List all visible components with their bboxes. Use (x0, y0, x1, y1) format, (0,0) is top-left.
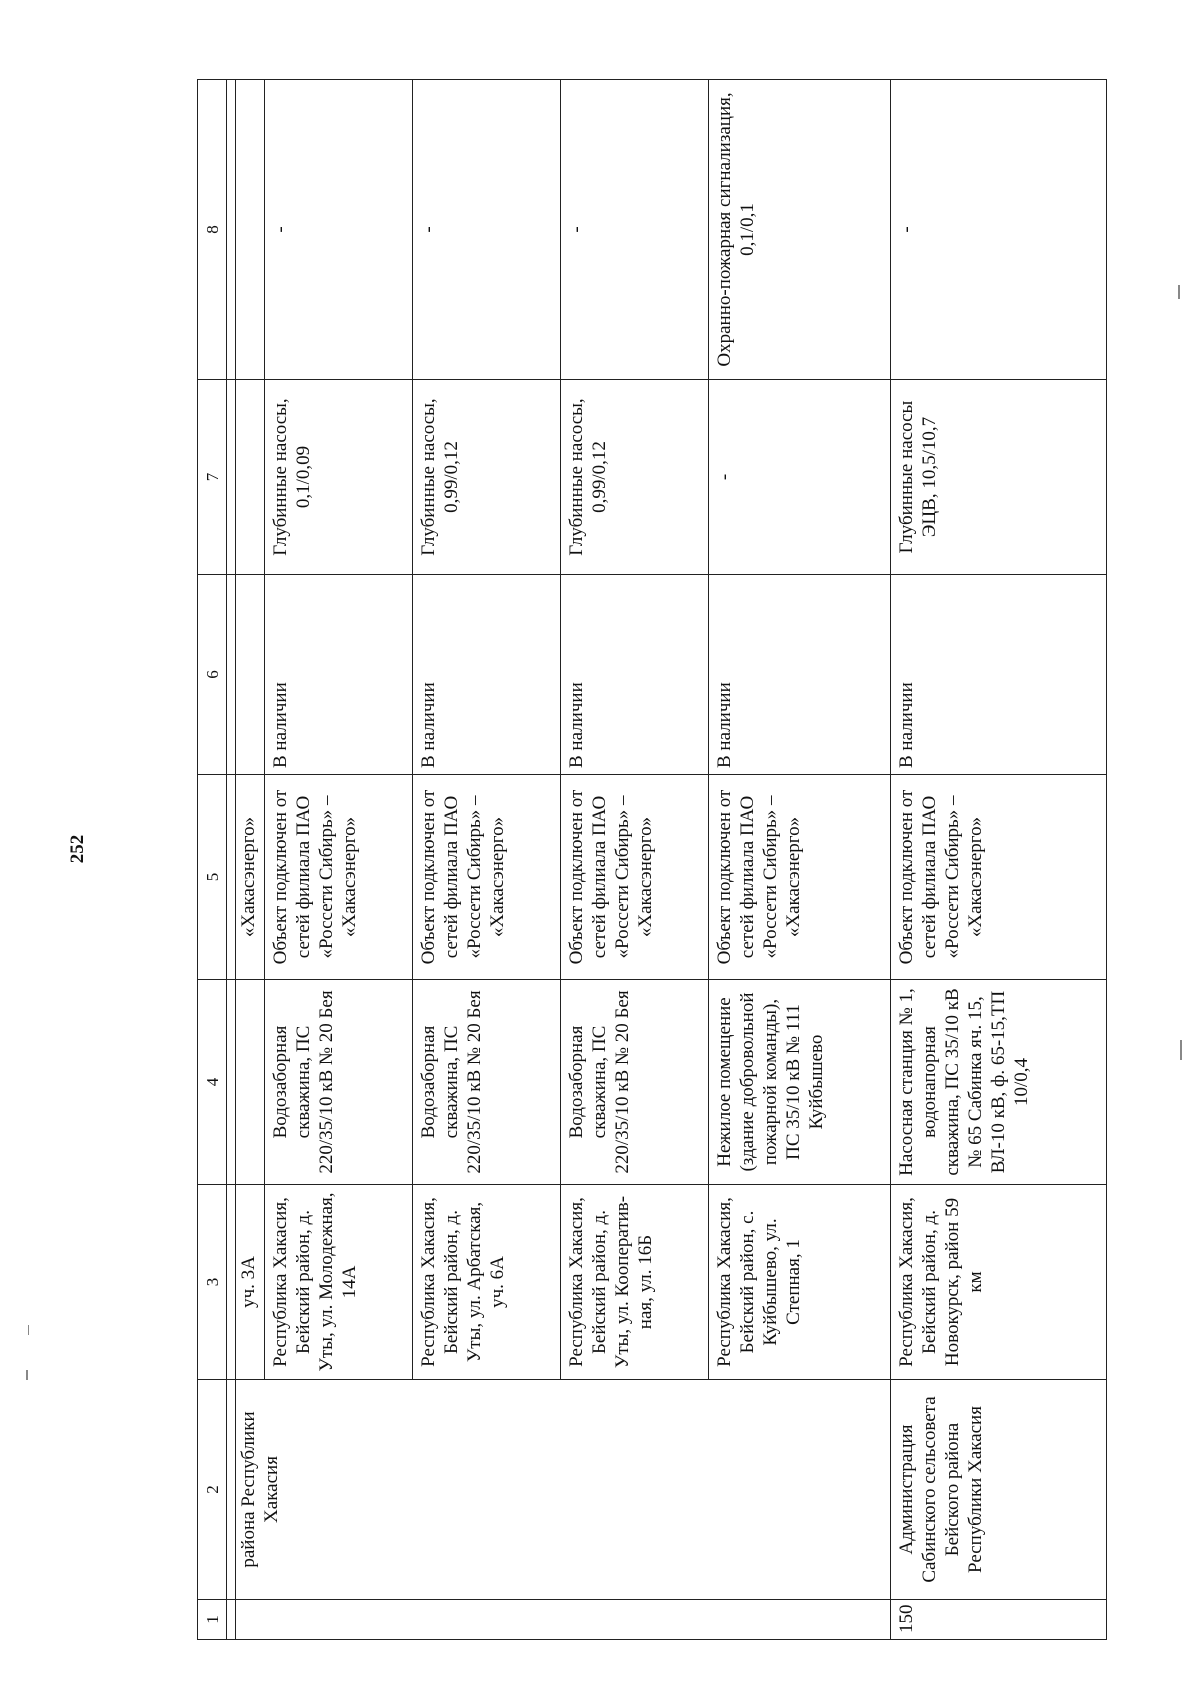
spacer-cell (227, 775, 236, 980)
spacer-cell (227, 575, 236, 775)
cell-object: Нежилое помещение (здание добровольной пожарной команды), ПС 35/10 кВ № 111 Куйбышево (709, 980, 891, 1185)
scan-mark (28, 1325, 29, 1335)
cell-other: - (561, 80, 709, 380)
cell-address-cont: уч. 3А (236, 1185, 265, 1380)
cell-other: - (265, 80, 413, 380)
cell-other: Охранно-пожарная сигнализация, 0,1/0,1 (709, 80, 891, 380)
cell-availability: В наличии (891, 575, 1107, 775)
cell-number-empty (236, 1600, 891, 1640)
cell-address: Республика Хакасия, Бейский район, с. Куйбышево, ул. Степная, 1 (709, 1185, 891, 1380)
equipment-table (197, 79, 1107, 1640)
col-header-3: 3 (198, 1185, 227, 1380)
header-row (198, 80, 227, 1640)
spacer-cell (227, 1600, 236, 1640)
cell-availability: В наличии (413, 575, 561, 775)
spacer-cell (227, 380, 236, 575)
col-header-6: 6 (198, 575, 227, 775)
cell-address: Республика Хакасия, Бейский район, д. Новокурск, район 59 км (891, 1185, 1107, 1380)
cell-equipment: Глубинные насосы, 0,99/0,12 (413, 380, 561, 575)
page-number: 252 (67, 834, 88, 864)
continuation-row (236, 80, 265, 1640)
cell-equipment: - (709, 380, 891, 575)
cell-equipment: Глубинные насосы, 0,1/0,09 (265, 380, 413, 575)
cell-availability: В наличии (265, 575, 413, 775)
cell-supply: Объект подключен от сетей филиала ПАО «Россети Сибирь» – «Хакасэнерго» (891, 775, 1107, 980)
cell-address: Республика Хакасия, Бейский район, д. Уты, ул. Кооператив-ная, ул. 16Б (561, 1185, 709, 1380)
spacer-cell (227, 1185, 236, 1380)
cell-availability-cont (236, 575, 265, 775)
cell-number: 150 (891, 1600, 1107, 1640)
cell-object: Насосная станция № 1, водонапорная скважина, ПС 35/10 кВ № 65 Сабинка яч. 15, ВЛ-10 кВ, ф. 65-15,ТП 10/0,4 (891, 980, 1107, 1185)
cell-supply: Объект подключен от сетей филиала ПАО «Россети Сибирь» – «Хакасэнерго» (709, 775, 891, 980)
table-row (891, 80, 1107, 1640)
cell-object: Водозаборная скважина, ПС 220/35/10 кВ № 20 Бея (413, 980, 561, 1185)
col-header-4: 4 (198, 980, 227, 1185)
cell-object-cont (236, 980, 265, 1185)
cell-object: Водозаборная скважина, ПС 220/35/10 кВ № 20 Бея (265, 980, 413, 1185)
scan-mark (26, 1370, 28, 1380)
cell-supply: Объект подключен от сетей филиала ПАО «Россети Сибирь» – «Хакасэнерго» (561, 775, 709, 980)
cell-equipment: Глубинные насосы, 0,99/0,12 (561, 380, 709, 575)
cell-address: Республика Хакасия, Бейский район, д. Уты, ул. Молодежная, 14А (265, 1185, 413, 1380)
col-header-7: 7 (198, 380, 227, 575)
scan-mark (1180, 1040, 1182, 1060)
col-header-2: 2 (198, 1380, 227, 1600)
cell-availability: В наличии (561, 575, 709, 775)
cell-equipment-cont (236, 380, 265, 575)
col-header-8: 8 (198, 80, 227, 380)
cell-equipment: Глубинные насосы ЭЦВ, 10,5/10,7 (891, 380, 1107, 575)
cell-organization: Администрация Сабинского сельсовета Бейского района Республики Хакасия (891, 1380, 1107, 1600)
cell-other: - (413, 80, 561, 380)
cell-address: Республика Хакасия, Бейский район, д. Уты, ул. Арбатская, уч. 6А (413, 1185, 561, 1380)
scan-mark (1178, 285, 1180, 299)
cell-other-cont (236, 80, 265, 380)
cell-supply-cont: «Хакасэнерго» (236, 775, 265, 980)
cell-availability: В наличии (709, 575, 891, 775)
document-table-rotated (197, 80, 1107, 1640)
col-header-1: 1 (198, 1600, 227, 1640)
cell-other: - (891, 80, 1107, 380)
cell-supply: Объект подключен от сетей филиала ПАО «Россети Сибирь» – «Хакасэнерго» (265, 775, 413, 980)
spacer-cell (227, 80, 236, 380)
spacer-cell (227, 1380, 236, 1600)
spacer-row (227, 80, 236, 1640)
cell-object: Водозаборная скважина, ПС 220/35/10 кВ № 20 Бея (561, 980, 709, 1185)
cell-supply: Объект подключен от сетей филиала ПАО «Россети Сибирь» – «Хакасэнерго» (413, 775, 561, 980)
cell-organization: района Республики Хакасия (236, 1380, 891, 1600)
col-header-5: 5 (198, 775, 227, 980)
spacer-cell (227, 980, 236, 1185)
